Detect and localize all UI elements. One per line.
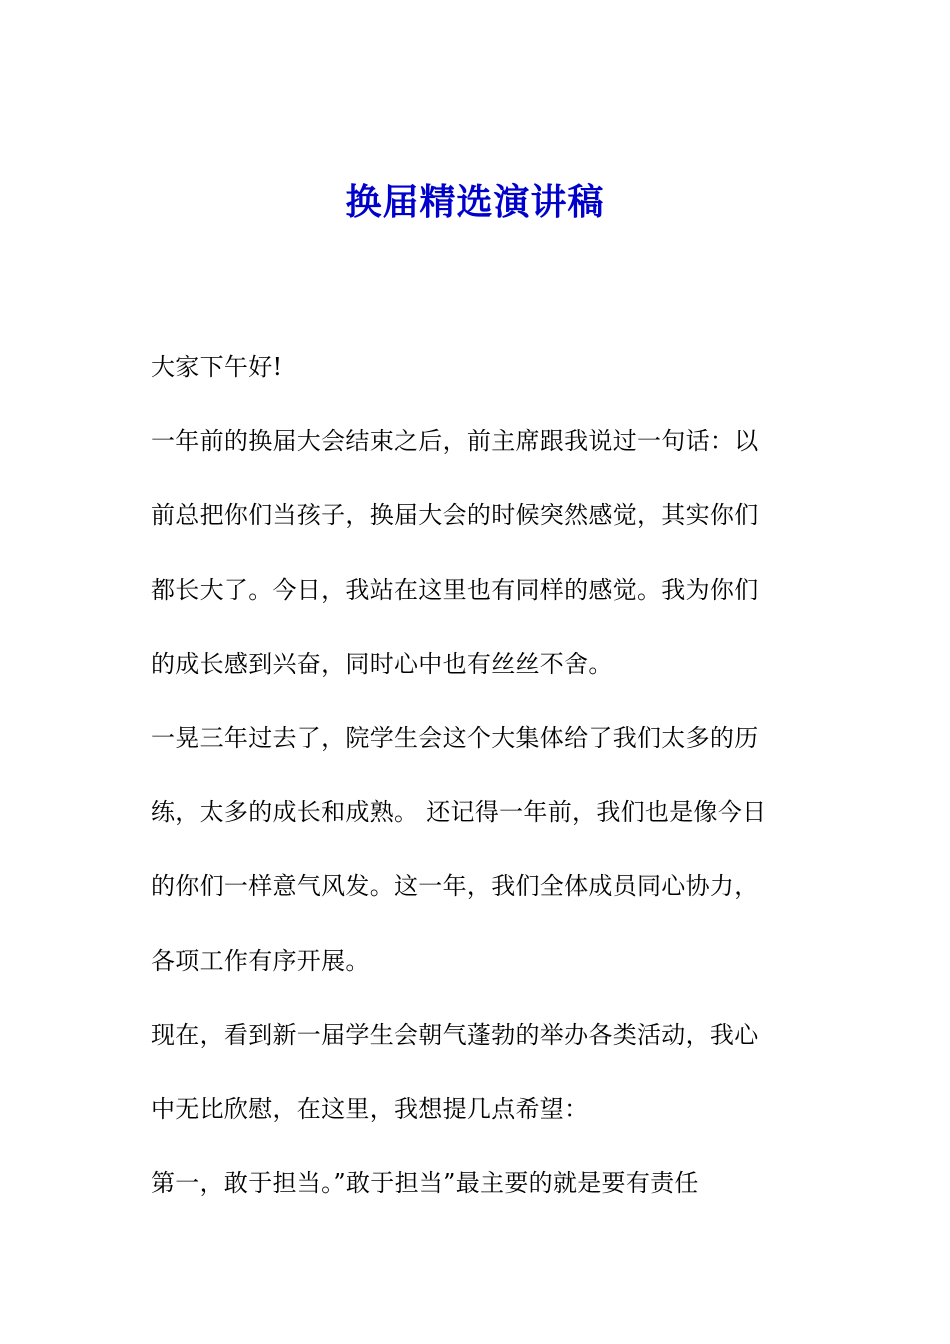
text-line: 各项工作有序开展。 — [151, 946, 370, 975]
text-line: 大家下午好! — [151, 353, 283, 381]
text-line: 现在，看到新一届学生会朝气蓬勃的举办各类活动，我心 — [151, 1020, 759, 1049]
text-line: 第一，敢于担当。”敢于担当”最主要的就是要有责任 — [151, 1169, 699, 1198]
text-line: 的你们一样意气风发。这一年，我们全体成员同心协力， — [151, 872, 759, 901]
text-line: 中无比欣慰，在这里，我想提几点希望： — [151, 1094, 589, 1123]
document-title: 换届精选演讲稿 — [345, 181, 605, 223]
text-line: 的成长感到兴奋，同时心中也有丝丝不舍。 — [151, 649, 613, 678]
text-line: 前总把你们当孩子，换届大会的时候突然感觉，其实你们 — [151, 501, 759, 530]
text-line: 都长大了。今日，我站在这里也有同样的感觉。我为你们 — [151, 575, 759, 604]
text-line: 一晃三年过去了，院学生会这个大集体给了我们太多的历 — [151, 723, 759, 752]
document-body — [151, 330, 811, 1220]
text-line: 一年前的换届大会结束之后，前主席跟我说过一句话：以 — [151, 427, 759, 456]
text-line: 练，太多的成长和成熟。 还记得一年前，我们也是像今日 — [151, 798, 767, 827]
